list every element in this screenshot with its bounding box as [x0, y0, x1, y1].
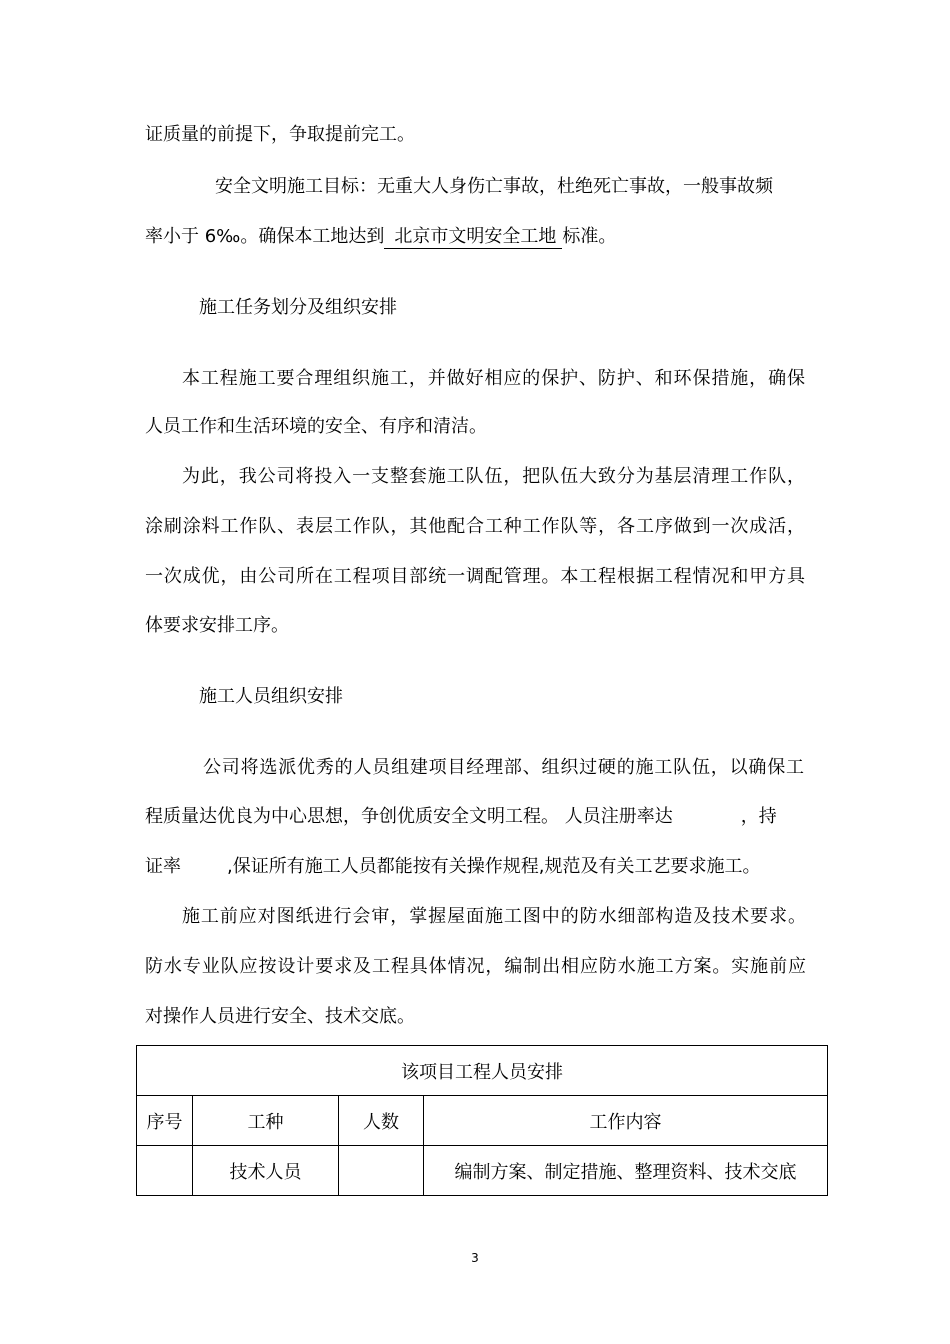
section-heading: 施工人员组织安排: [199, 686, 343, 707]
page-number: 3: [471, 1251, 479, 1265]
paragraph-line: 本工程施工要合理组织施工，并做好相应的保护、防护、和环保措施，确保: [182, 368, 805, 389]
header-job-type: 工种: [193, 1096, 339, 1146]
header-work-content: 工作内容: [424, 1096, 828, 1146]
table-cell: [137, 1146, 193, 1196]
table-row: [137, 1146, 828, 1196]
paragraph-line: 公司将选派优秀的人员组建项目经理部、组织过硬的施工队伍，以确保工: [203, 757, 804, 778]
paragraph-text: 标准。: [562, 226, 617, 247]
paragraph-line: [145, 225, 815, 249]
paragraph-line: 安全文明施工目标：无重大人身伤亡事故，杜绝死亡事故，一般事故频: [215, 176, 773, 197]
paragraph-line: 体要求安排工序。: [145, 615, 289, 636]
table-title: 该项目工程人员安排: [137, 1046, 828, 1096]
paragraph-text: ，持: [740, 806, 777, 827]
paragraph-line: 对操作人员进行安全、技术交底。: [145, 1006, 415, 1027]
underlined-target: 北京市文明安全工地: [384, 226, 562, 249]
paragraph-line: [145, 855, 815, 879]
paragraph-text: 率小于 6‰。确保本工地达到: [145, 226, 385, 247]
table-title-row: [137, 1046, 828, 1096]
paragraph-line: 人员工作和生活环境的安全、有序和清洁。: [145, 416, 487, 437]
table-cell: 技术人员: [193, 1146, 339, 1196]
paragraph-line: 防水专业队应按设计要求及工程具体情况，编制出相应防水施工方案。实施前应: [145, 956, 806, 977]
paragraph-text: ,保证所有施工人员都能按有关操作规程,规范及有关工艺要求施工。: [227, 856, 761, 877]
table-header-row: [137, 1096, 828, 1146]
table-cell: 编制方案、制定措施、整理资料、技术交底: [424, 1146, 828, 1196]
personnel-table: [136, 1045, 828, 1196]
paragraph-text: 程质量达优良为中心思想，争创优质安全文明工程。 人员注册率达: [145, 806, 673, 827]
paragraph-line: [145, 805, 815, 829]
table-cell: [339, 1146, 424, 1196]
header-serial-number: 序号: [137, 1096, 193, 1146]
paragraph-line: 施工前应对图纸进行会审，掌握屋面施工图中的防水细部构造及技术要求。: [182, 906, 806, 927]
header-headcount: 人数: [339, 1096, 424, 1146]
paragraph-text: 证率: [145, 856, 181, 877]
section-heading: 施工任务划分及组织安排: [199, 297, 397, 318]
paragraph-line: 为此，我公司将投入一支整套施工队伍，把队伍大致分为基层清理工作队，: [182, 466, 805, 487]
paragraph-line: 一次成优，由公司所在工程项目部统一调配管理。本工程根据工程情况和甲方具: [145, 566, 805, 587]
paragraph-line: 涂刷涂料工作队、表层工作队，其他配合工种工作队等，各工序做到一次成活，: [145, 516, 805, 537]
paragraph-line: 证质量的前提下，争取提前完工。: [145, 124, 415, 145]
